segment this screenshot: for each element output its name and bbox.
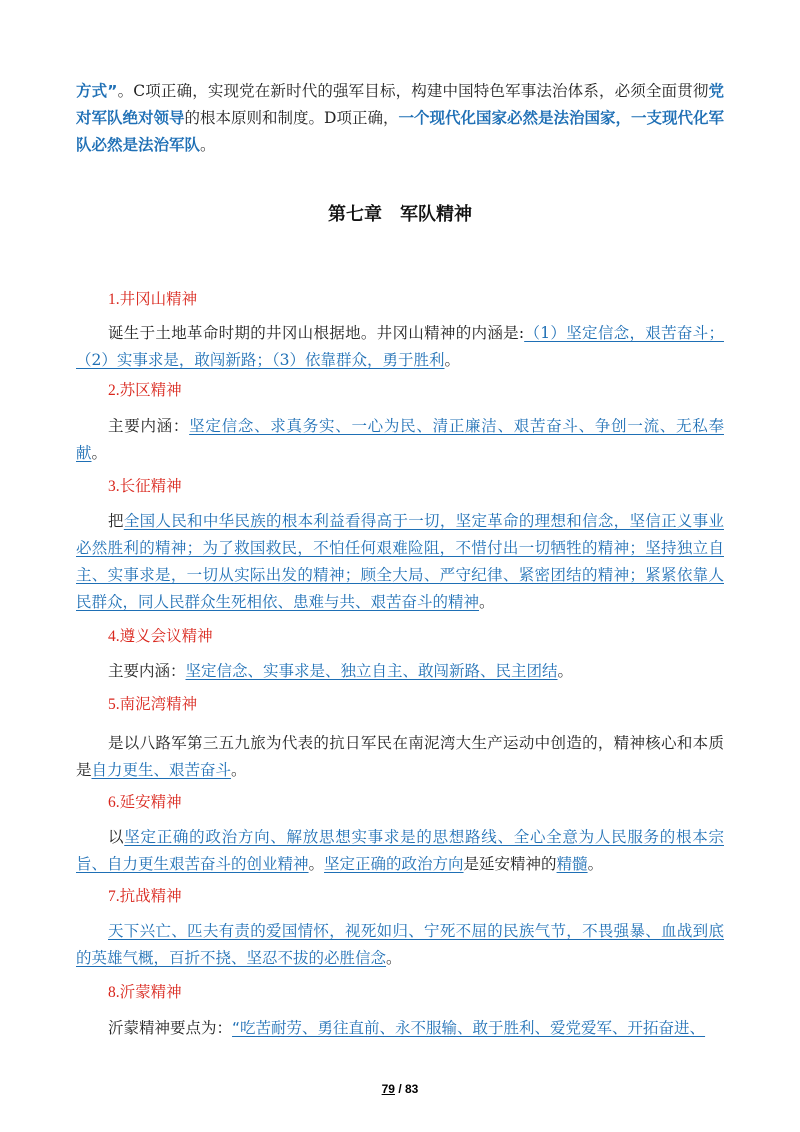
underlined-key-text: 天下兴亡、匹夫有责的爱国情怀，视死如归、宁死不屈的民族气节，不畏强暴、血战到底的英雄气概，百折不挠、坚忍不拔的必胜信念 — [76, 922, 724, 967]
section-number: 3. — [108, 478, 120, 495]
body-text: 。 — [386, 949, 402, 967]
body-text: 的根本原则和制度。D项正确， — [184, 109, 399, 127]
section-heading — [108, 884, 182, 909]
body-text: 。 — [479, 593, 495, 611]
section-body — [76, 413, 724, 467]
section-body — [76, 824, 724, 878]
section-body — [76, 658, 724, 685]
section-body — [76, 730, 724, 784]
section-number: 2. — [108, 382, 120, 399]
section-heading — [108, 474, 182, 499]
section-number: 7. — [108, 888, 120, 905]
body-text: 。 — [91, 444, 108, 462]
body-text: 。 — [557, 662, 574, 680]
body-text: 。C项正确，实现党在新时代的强军目标，构建中国特色军事法治体系，必须全面贯彻 — [117, 82, 709, 100]
section-title: 苏区精神 — [119, 381, 182, 399]
section-heading — [108, 790, 182, 815]
underlined-key-text: 全国人民和中华民族的根本利益看得高于一切，坚定革命的理想和信念，坚信正义事业必然胜利的精神；为了救国救民，不怕任何艰难险阻，不惜付出一切牺牲的精神；坚持独立自主、实事求是，一切从实际出发的精神；顾全大局、严守纪律、紧密团结的精神；紧紧依靠人民群众，同人民群众生死相依、患难与共、艰苦奋斗的精神 — [76, 512, 724, 611]
section-number: 4. — [108, 628, 120, 645]
intro-paragraph — [76, 78, 724, 159]
body-text: 主要内涵： — [108, 662, 186, 680]
underlined-key-text: 自力更生、艰苦奋斗 — [91, 761, 232, 779]
page-number — [0, 1082, 800, 1096]
section-heading — [108, 378, 182, 403]
highlight-text: 一个现代化国家必然是法治国家，一支现代化军队必然是法治军队 — [76, 109, 724, 154]
highlight-text: 党对军队绝对领导 — [76, 82, 724, 127]
section-body — [76, 508, 724, 616]
body-text: 以 — [108, 828, 125, 846]
body-text: 是延安精神的 — [463, 855, 557, 873]
underlined-key-text: “吃苦耐劳、勇往直前、永不服输、敢于胜利、爱党爱军、开拓奋进、 — [232, 1019, 706, 1037]
body-text: 沂蒙精神要点为： — [108, 1019, 233, 1037]
page-separator: / — [394, 1082, 405, 1096]
body-text: 。 — [587, 855, 604, 873]
section-body — [76, 320, 724, 374]
section-heading — [108, 287, 197, 312]
underlined-key-text: 坚定正确的政治方向 — [324, 855, 464, 873]
section-title: 延安精神 — [119, 793, 182, 811]
body-text: 。 — [444, 351, 460, 369]
body-text: 。 — [231, 761, 247, 779]
section-body — [76, 918, 724, 972]
highlight-text: 方式” — [76, 82, 118, 100]
section-number: 5. — [108, 696, 120, 713]
section-title: 长征精神 — [119, 477, 182, 495]
total-pages: 83 — [405, 1082, 419, 1096]
section-title: 南泥湾精神 — [119, 695, 198, 713]
section-title: 抗战精神 — [119, 887, 182, 905]
section-number: 6. — [108, 794, 120, 811]
section-number: 8. — [108, 984, 120, 1001]
section-heading — [108, 980, 182, 1005]
section-title: 沂蒙精神 — [119, 983, 182, 1001]
section-title: 遵义会议精神 — [119, 627, 213, 645]
underlined-key-text: 坚定正确的政治方向、解放思想实事求是的思想路线、全心全意为人民服务的根本宗旨、自力更生艰苦奋斗的创业精神 — [76, 828, 724, 873]
underlined-key-text: （1）坚定信念，艰苦奋斗；（2）实事求是，敢闯新路；（3）依靠群众，勇于胜利 — [76, 324, 724, 369]
body-text: 。 — [200, 136, 216, 154]
section-body — [76, 1015, 724, 1042]
chapter-title: 第七章 军队精神 — [328, 204, 472, 225]
body-text: 主要内涵： — [108, 417, 190, 435]
underlined-key-text: 精髓 — [556, 855, 588, 873]
body-text: 是以八路军第三五九旅为代表的抗日军民在南泥湾大生产运动中创造的，精神核心和本质是 — [76, 734, 724, 779]
underlined-key-text: 坚定信念、求真务实、一心为民、清正廉洁、艰苦奋斗、争创一流、无私奉献 — [76, 417, 724, 462]
current-page-number: 79 — [381, 1082, 395, 1096]
section-title: 井冈山精神 — [119, 290, 198, 308]
body-text: 。 — [308, 855, 325, 873]
section-heading — [108, 624, 213, 649]
section-number: 1. — [108, 291, 120, 308]
body-text: 诞生于土地革命时期的井冈山根据地。井冈山精神的内涵是: — [108, 324, 525, 342]
body-text: 把 — [108, 512, 124, 530]
underlined-key-text: 坚定信念、实事求是、独立自主、敢闯新路、民主团结 — [185, 662, 558, 680]
section-heading — [108, 692, 197, 717]
